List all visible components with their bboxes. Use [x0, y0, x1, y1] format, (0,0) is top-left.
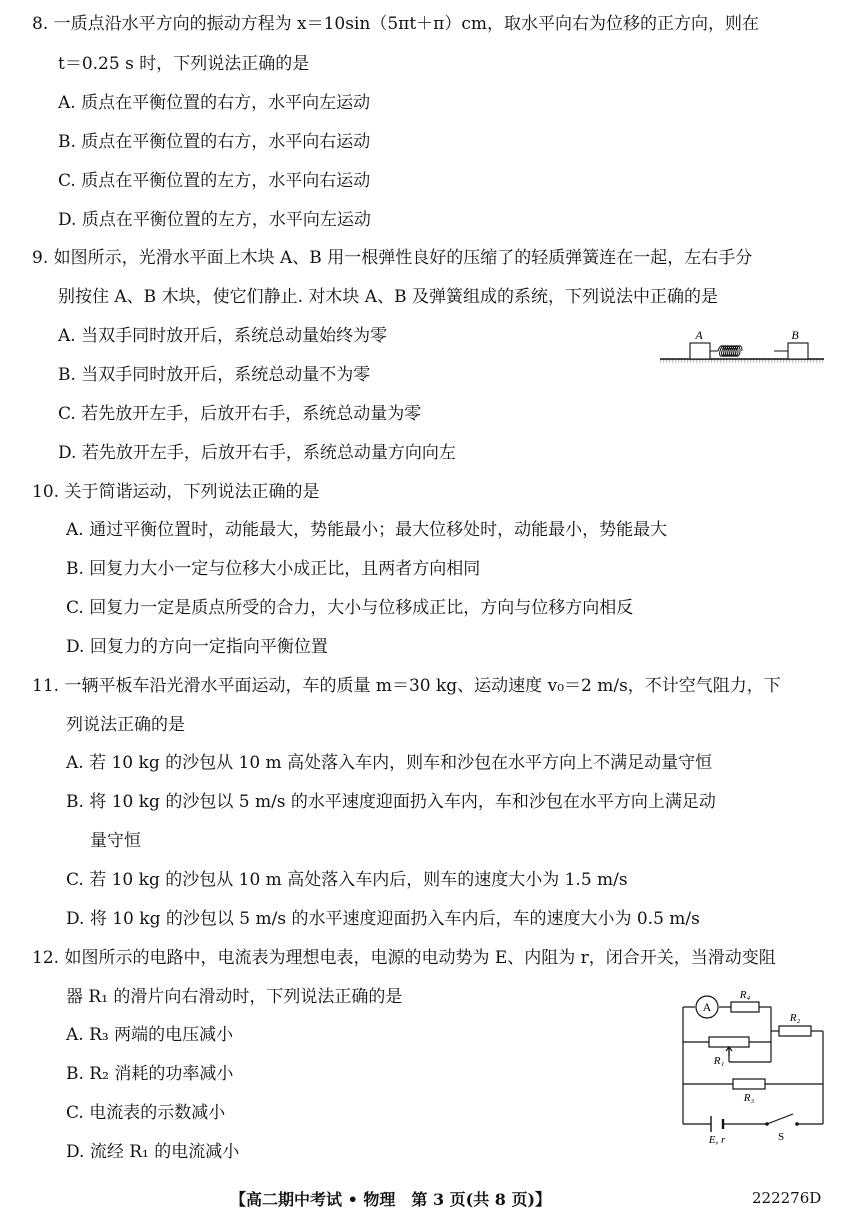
- q8-option-a: A. 质点在平衡位置的右方，水平向左运动: [58, 93, 371, 113]
- q11-option-c: C. 若 10 kg 的沙包从 10 m 高处落入车内后，则车的速度大小为 1.5 m/s: [66, 870, 628, 890]
- r1-label: R₁: [713, 1055, 725, 1067]
- q9-option-a: A. 当双手同时放开后，系统总动量始终为零: [58, 326, 388, 346]
- slider-arrow-icon: [726, 1047, 732, 1056]
- q11-option-b-line1: B. 将 10 kg 的沙包以 5 m/s 的水平速度迎面扔入车内，车和沙包在水平方向上满足动: [66, 792, 716, 812]
- q8-option-d: D. 质点在平衡位置的左方，水平向左运动: [58, 210, 371, 230]
- q11-stem-line2: 列说法正确的是: [66, 715, 185, 735]
- ammeter-label: A: [702, 1000, 712, 1014]
- q12-option-c: C. 电流表的示数减小: [66, 1103, 226, 1123]
- q10-option-a: A. 通过平衡位置时，动能最大，势能最小；最大位移处时，动能最小，势能最大: [66, 520, 668, 540]
- page-footer-title: 【高二期中考试 • 物理 第 3 页(共 8 页)】: [230, 1190, 552, 1209]
- q8-option-b: B. 质点在平衡位置的右方，水平向右运动: [58, 132, 371, 152]
- source-label: E, r: [708, 1134, 726, 1146]
- block-a: [690, 343, 710, 359]
- q12-option-a: A. R₃ 两端的电压减小: [66, 1025, 234, 1045]
- q11-option-a: A. 若 10 kg 的沙包从 10 m 高处落入车内，则车和沙包在水平方向上不满足动量守恒: [66, 753, 713, 773]
- q12-option-d: D. 流经 R₁ 的电流减小: [66, 1142, 240, 1162]
- block-a-label: A: [695, 328, 703, 342]
- q8-stem-line2: t＝0.25 s 时，下列说法正确的是: [58, 54, 310, 74]
- spring: [710, 346, 788, 357]
- r2-label: R₂: [789, 1012, 801, 1024]
- q12-stem-line1: 12. 如图所示的电路中，电流表为理想电表，电源的电动势为 E、内阻为 r，闭合开关，当滑动变阻: [32, 948, 776, 968]
- ground-hatching: [660, 360, 824, 362]
- q8-stem-line1: 8. 一质点沿水平方向的振动方程为 x＝10sin（5πt＋π）cm，取水平向右为位移的正方向，则在: [32, 14, 759, 34]
- resistor-r4: [731, 1002, 759, 1012]
- q11-option-d: D. 将 10 kg 的沙包以 5 m/s 的水平速度迎面扔入车内后，车的速度大小为 0.5 m/s: [66, 909, 700, 929]
- q10-option-d: D. 回复力的方向一定指向平衡位置: [66, 637, 328, 657]
- q9-option-c: C. 若先放开左手，后放开右手，系统总动量为零: [58, 404, 422, 424]
- q9-stem-line2: 别按住 A、B 木块，使它们静止. 对木块 A、B 及弹簧组成的系统，下列说法中正确的是: [58, 287, 718, 307]
- q8-option-c: C. 质点在平衡位置的左方，水平向右运动: [58, 171, 371, 191]
- q12-option-b: B. R₂ 消耗的功率减小: [66, 1064, 234, 1084]
- switch-contact: [795, 1122, 799, 1126]
- q10-option-c: C. 回复力一定是质点所受的合力，大小与位移成正比，方向与位移方向相反: [66, 598, 634, 618]
- r4-label: R₄: [739, 989, 751, 1001]
- block-b-label: B: [791, 328, 799, 342]
- resistor-r2: [779, 1026, 811, 1036]
- q12-circuit-diagram: [679, 984, 827, 1146]
- q10-option-b: B. 回复力大小一定与位移大小成正比，且两者方向相同: [66, 559, 481, 579]
- q12-stem-line2: 器 R₁ 的滑片向右滑动时，下列说法正确的是: [66, 987, 403, 1007]
- switch-label: S: [777, 1131, 785, 1143]
- q11-option-b-line2: 量守恒: [90, 831, 141, 851]
- page-footer-code: 222276D: [752, 1189, 822, 1207]
- q9-stem-line1: 9. 如图所示，光滑水平面上木块 A、B 用一根弹性良好的压缩了的轻质弹簧连在一起，左右手分: [32, 248, 753, 268]
- switch-pivot: [765, 1122, 769, 1126]
- q9-option-b: B. 当双手同时放开后，系统总动量不为零: [58, 365, 371, 385]
- q9-spring-figure: [656, 326, 828, 368]
- rheostat-r1: [709, 1037, 749, 1047]
- r3-label: R₃: [743, 1092, 755, 1104]
- resistor-r3: [733, 1079, 765, 1089]
- q11-stem-line1: 11. 一辆平板车沿光滑水平面运动，车的质量 m＝30 kg、运动速度 v₀＝2 m/s，不计空气阻力，下: [32, 676, 781, 696]
- block-b: [788, 343, 808, 359]
- q10-stem: 10. 关于简谐运动，下列说法正确的是: [32, 482, 320, 502]
- q9-option-d: D. 若先放开左手，后放开右手，系统总动量方向向左: [58, 443, 456, 463]
